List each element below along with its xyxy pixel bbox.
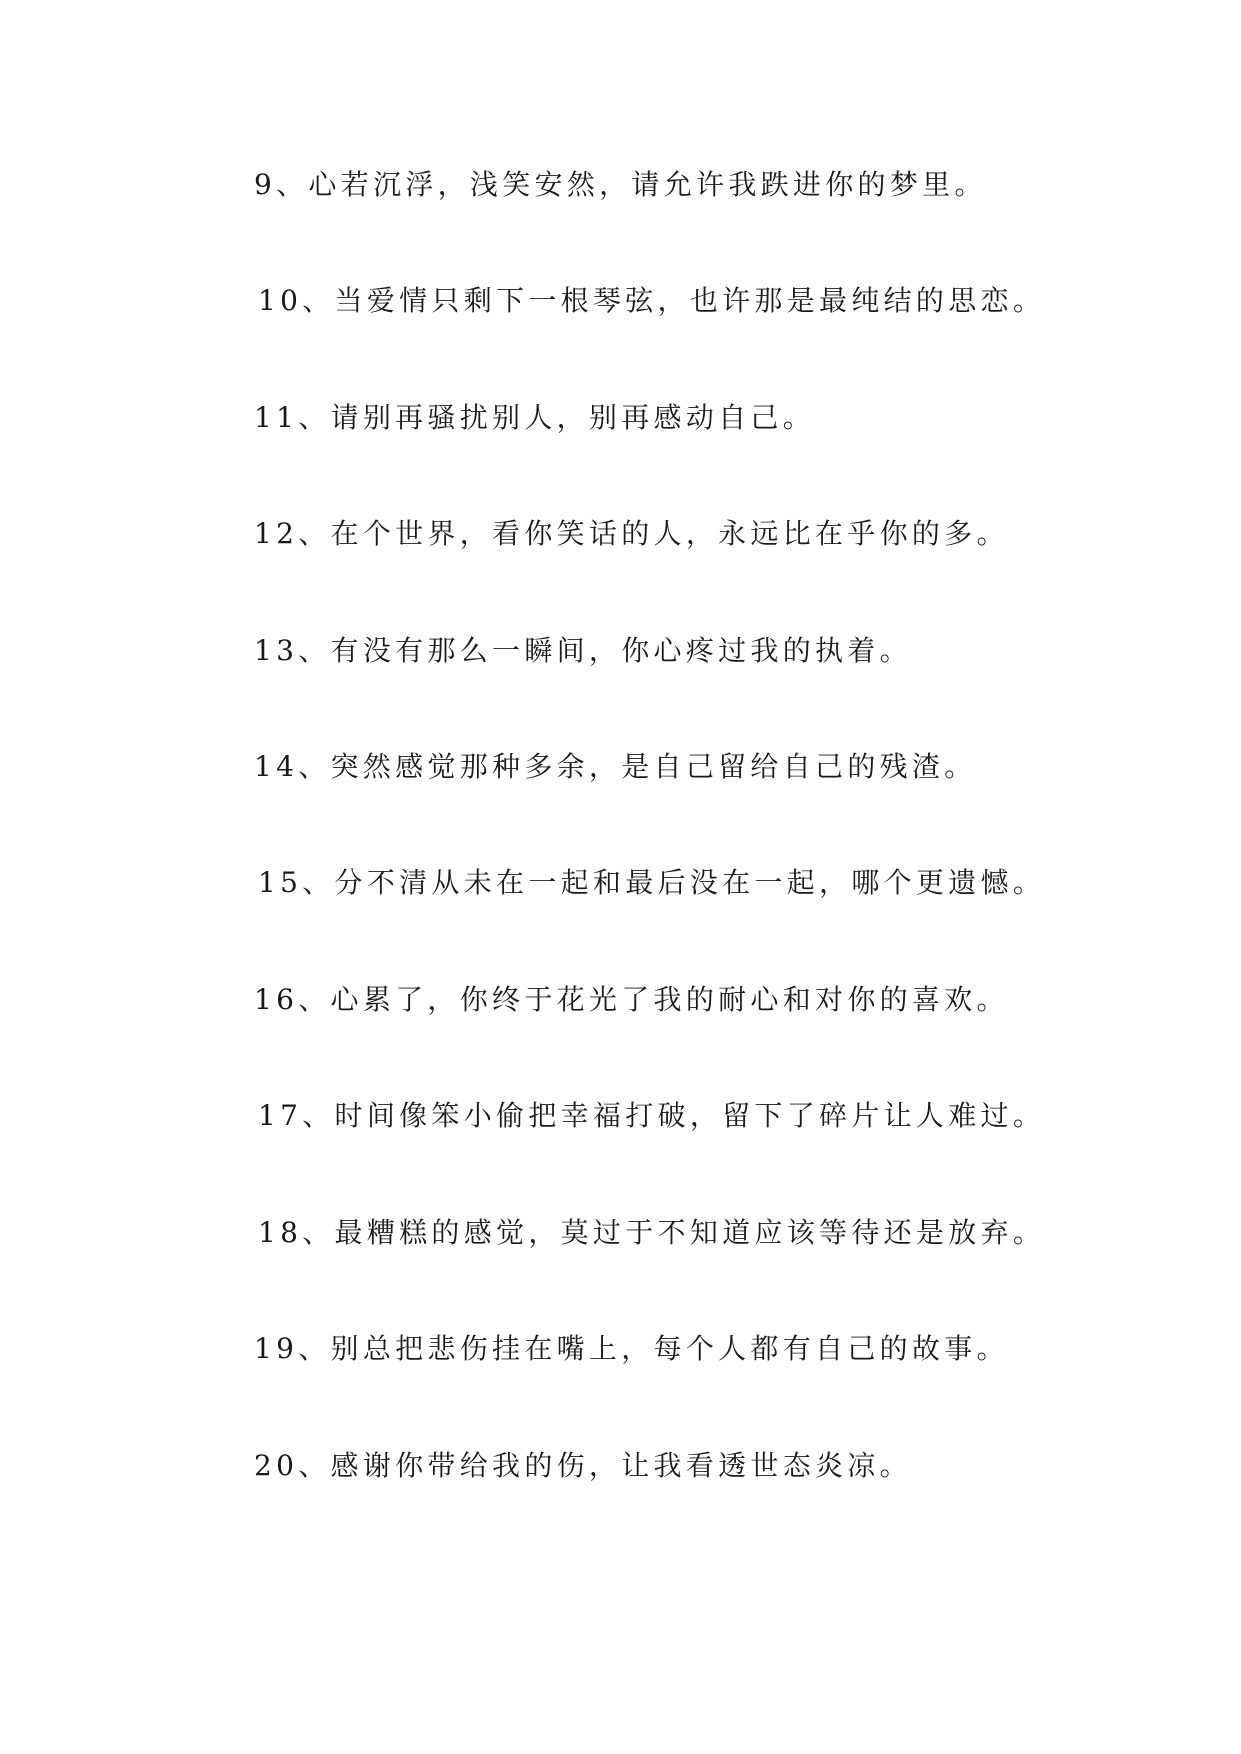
quote-line-14: 14、突然感觉那种多余，是自己留给自己的残渣。 [254, 750, 977, 783]
quote-line-19: 19、别总把悲伤挂在嘴上，每个人都有自己的故事。 [254, 1332, 1009, 1365]
quote-line-9: 9、心若沉浮，浅笑安然，请允许我跌进你的梦里。 [254, 168, 987, 201]
quote-line-16: 16、心累了，你终于花光了我的耐心和对你的喜欢。 [254, 983, 1009, 1016]
quote-line-18: 18、最糟糕的感觉，莫过于不知道应该等待还是放弃。 [258, 1216, 1046, 1249]
quote-line-15: 15、分不清从未在一起和最后没在一起，哪个更遗憾。 [258, 866, 1046, 899]
quote-line-11: 11、请别再骚扰别人，别再感动自己。 [254, 401, 816, 434]
quote-line-10: 10、当爱情只剩下一根琴弦，也许那是最纯结的思恋。 [258, 284, 1046, 317]
quote-line-13: 13、有没有那么一瞬间，你心疼过我的执着。 [254, 634, 912, 667]
quote-line-12: 12、在个世界，看你笑话的人，永远比在乎你的多。 [254, 517, 1009, 550]
quote-line-17: 17、时间像笨小偷把幸福打破，留下了碎片让人难过。 [258, 1099, 1046, 1132]
quote-line-20: 20、感谢你带给我的伤，让我看透世态炎凉。 [254, 1449, 912, 1482]
